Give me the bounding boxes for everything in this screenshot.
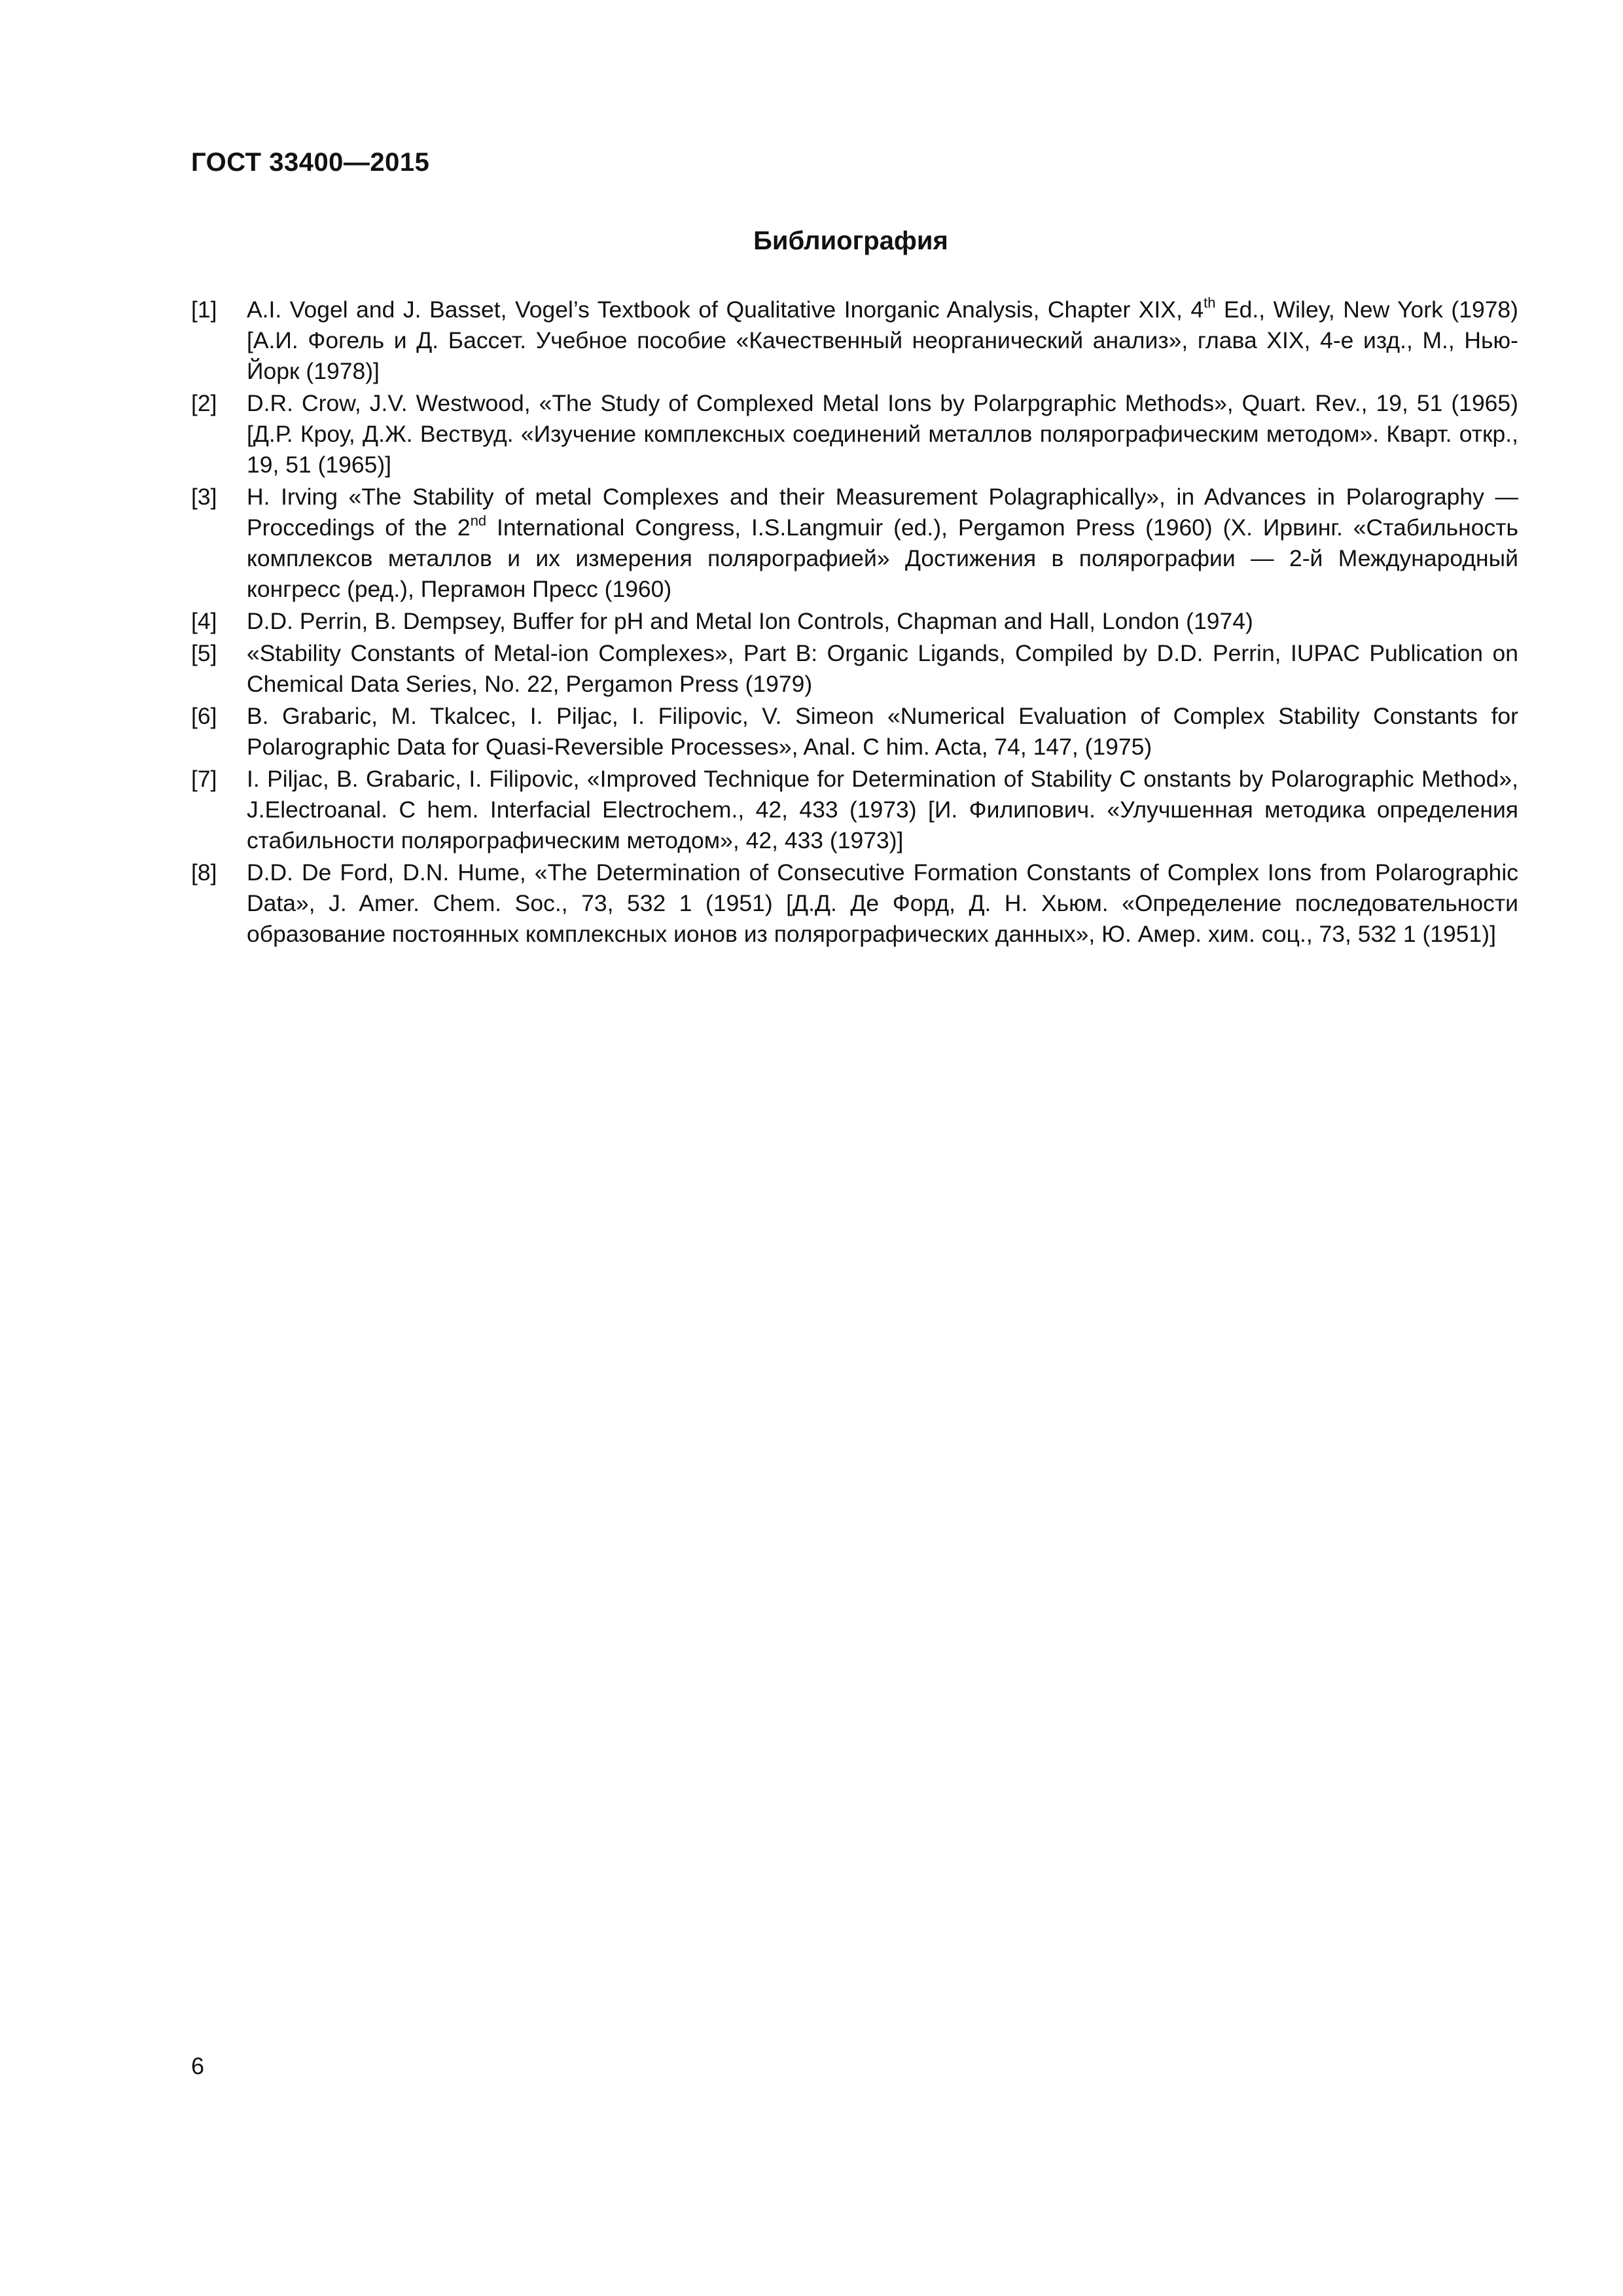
reference-item: [191, 638, 1518, 700]
reference-number: [7]: [191, 766, 217, 792]
reference-item: [191, 764, 1518, 856]
reference-item: [191, 701, 1518, 762]
reference-text: A.I. Vogel and J. Basset, Vogel’s Textbook of Qualitative Inorganic Analysis, Chapter XIX, 4th Ed., Wiley, New York (1978) [А.И. Фогель и Д. Бассет. Учебное пособие «Качественный неорганический анализ», глава XIX, 4-е изд., М., Нью- Йорк (1978)]: [247, 295, 1518, 384]
reference-item: [191, 857, 1518, 950]
reference-text: I. Piljac, B. Grabaric, I. Filipovic, «Improved Technique for Determination of Stability C onstants by Polarographic Method», J.Electroanal. C hem. Interfacial Electrochem., 42, 433 (1973) [И. Филипович. «Улучшенная методика определения стабильности полярографическим методом», 42, 433 (1973)]: [247, 766, 1518, 853]
bibliography-list: [191, 295, 1518, 951]
reference-number: [8]: [191, 859, 217, 886]
reference-text: D.D. Perrin, B. Dempsey, Buffer for pH and Metal Ion Controls, Chapman and Hall, London (1974): [247, 608, 1253, 634]
reference-number: [5]: [191, 640, 217, 666]
reference-number: [3]: [191, 484, 217, 510]
reference-text: B. Grabaric, M. Tkalcec, I. Piljac, I. Filipovic, V. Simeon «Numerical Evaluation of Complex Stability Constants for Polarographic Data for Quasi-Reversible Processes», Anal. C him. Acta, 74, 147, (1975): [247, 703, 1518, 760]
reference-item: [191, 482, 1518, 605]
reference-number: [2]: [191, 390, 217, 416]
reference-text: «Stability Constants of Metal-ion Complexes», Part B: Organic Ligands, Compiled by D.D. Perrin, IUPAC Publication on Chemical Data Series, No. 22, Pergamon Press (1979): [247, 640, 1518, 697]
reference-number: [4]: [191, 608, 217, 634]
page-number: 6: [191, 2053, 205, 2079]
reference-text: H. Irving «The Stability of metal Complexes and their Measurement Polagraphically», in Advances in Polarography — Proccedings of the 2nd International Congress, I.S.Langmuir (ed.), Pergamon Press (1960) (Х. Ирвинг. «Стабильность комплексов металлов и их измерения полярографией» Достижения в полярографии — 2-й Международный конгресс (ред.), Пергамон Пресс (1960): [247, 484, 1518, 602]
reference-item: [191, 388, 1518, 480]
reference-text: D.R. Crow, J.V. Westwood, «The Study of Complexed Metal Ions by Polarpgraphic Methods», Quart. Rev., 19, 51 (1965) [Д.Р. Кроу, Д.Ж. Вествуд. «Изучение комплексных соединений металлов полярографическим методом». Кварт. откр., 19, 51 (1965)]: [247, 390, 1518, 478]
reference-item: [191, 295, 1518, 387]
reference-number: [1]: [191, 296, 217, 323]
reference-item: [191, 606, 1518, 637]
section-title: Библиография: [753, 226, 948, 255]
document-code: ГОСТ 33400—2015: [191, 148, 430, 177]
superscript: nd: [470, 512, 487, 529]
reference-number: [6]: [191, 703, 217, 729]
superscript: th: [1204, 295, 1216, 312]
reference-text: D.D. De Ford, D.N. Hume, «The Determination of Consecutive Formation Constants of Complex Ions from Polarographic Data», J. Amer. Chem. Soc., 73, 532 1 (1951) [Д.Д. Де Форд, Д. Н. Хьюм. «Определение последовательности образование постоянных комплексных ионов из полярографических данных», Ю. Амер. хим. соц., 73, 532 1 (1951)]: [247, 859, 1518, 947]
